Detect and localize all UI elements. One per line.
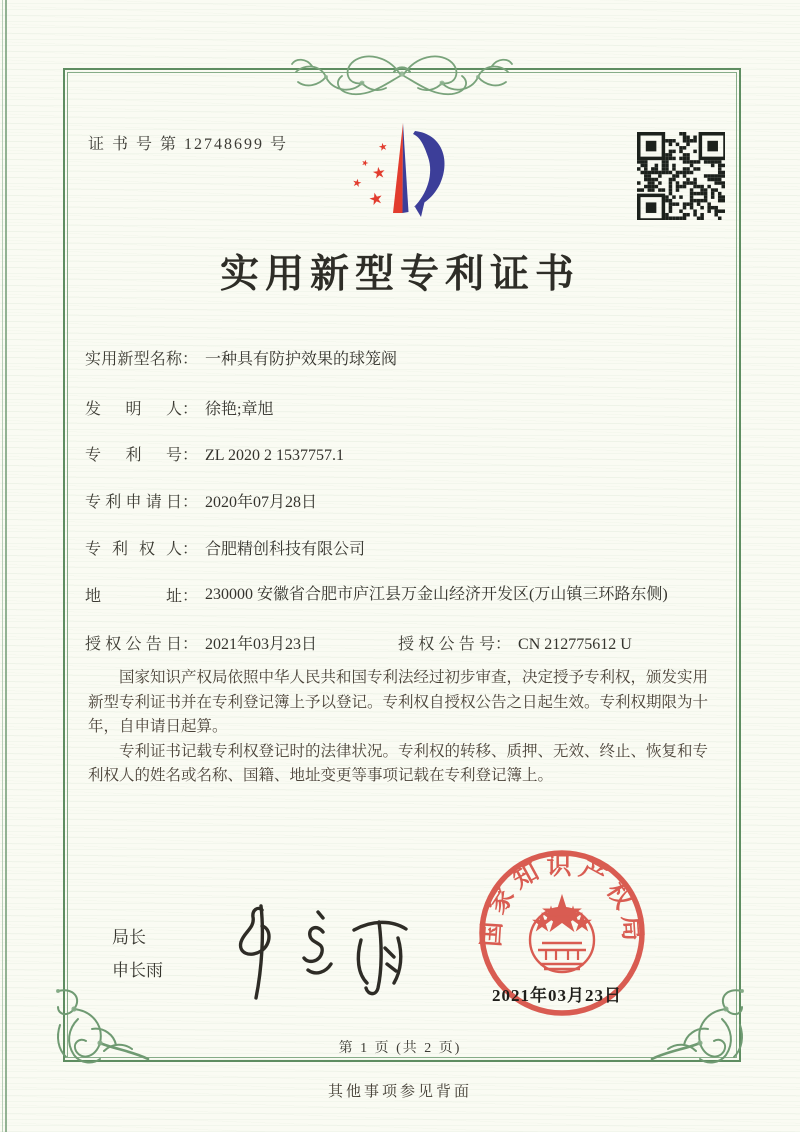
- field-value: CN 212775612 U: [518, 636, 632, 653]
- colon: ：: [182, 401, 199, 418]
- body-paragraph: 专利证书记载专利权登记时的法律状况。专利权的转移、质押、无效、终止、恢复和专利权人的姓名或名称、国籍、地址变更等事项记载在专利登记簿上。: [88, 742, 709, 784]
- grant-date-field: [85, 636, 317, 653]
- legal-text-block: [88, 666, 718, 789]
- colon: ：: [182, 351, 199, 368]
- commissioner-name: 申长雨: [112, 961, 163, 980]
- field-label: 实用新型名称: [85, 351, 182, 368]
- left-edge-line: [2, 0, 3, 1132]
- field-row-patentee: [85, 536, 365, 559]
- certificate-title: 实用新型专利证书: [219, 253, 580, 296]
- colon: ：: [182, 494, 199, 511]
- colon: ：: [182, 447, 199, 464]
- seal-text: 国家知识产权局: [478, 852, 646, 948]
- cnipa-logo-icon: [332, 110, 482, 240]
- signature-icon: [228, 898, 418, 1003]
- colon: ：: [182, 541, 199, 558]
- field-label: 专利申请日: [85, 494, 182, 511]
- field-value: ZL 2020 2 1537757.1: [205, 447, 344, 464]
- field-row-inventor: [85, 396, 273, 419]
- field-row-address: [85, 583, 705, 607]
- field-label: 专利号: [85, 447, 182, 464]
- field-label: 授权公告日: [85, 636, 182, 653]
- field-label: 地址: [85, 588, 182, 605]
- left-edge-line-2: [5, 0, 7, 1132]
- field-row-filing-date: [85, 489, 317, 512]
- field-row-utility-name: [85, 346, 397, 369]
- field-row-patent-number: [85, 442, 344, 465]
- field-value: 2021年03月23日: [205, 636, 318, 653]
- field-value: 230000 安徽省合肥市庐江县万金山经济开发区(万山镇三环路东侧): [205, 586, 668, 603]
- body-paragraph: 国家知识产权局依照中华人民共和国专利法经过初步审查，决定授予专利权，颁发实用新型专利证书并在专利登记簿上予以登记。专利权自授权公告之日起生效。专利权期限为十年，自申请日起算。: [88, 669, 709, 735]
- colon: ：: [495, 636, 512, 653]
- seal-date: 2021年03月23日: [492, 986, 622, 1005]
- field-value: 合肥精创科技有限公司: [205, 541, 366, 558]
- field-label: 专利权人: [85, 541, 182, 558]
- page-indicator: 第 1 页 (共 2 页): [338, 1041, 462, 1056]
- commissioner-block: [112, 921, 163, 987]
- grant-number-field: [398, 631, 632, 654]
- colon: ：: [182, 636, 199, 653]
- colon: ：: [182, 588, 199, 605]
- field-value: 一种具有防护效果的球笼阀: [205, 351, 398, 368]
- field-value: 徐艳;章旭: [205, 401, 274, 418]
- field-label: 授权公告号: [398, 636, 495, 653]
- qr-code: [637, 132, 725, 220]
- certificate-number: 证 书 号 第 12748699 号: [88, 136, 289, 153]
- field-row-grant: [85, 631, 632, 654]
- commissioner-title: 局长: [112, 928, 146, 947]
- field-label: 发明人: [85, 401, 182, 418]
- field-value: 2020年07月28日: [205, 494, 318, 511]
- footer-note: 其他事项参见背面: [327, 1084, 472, 1100]
